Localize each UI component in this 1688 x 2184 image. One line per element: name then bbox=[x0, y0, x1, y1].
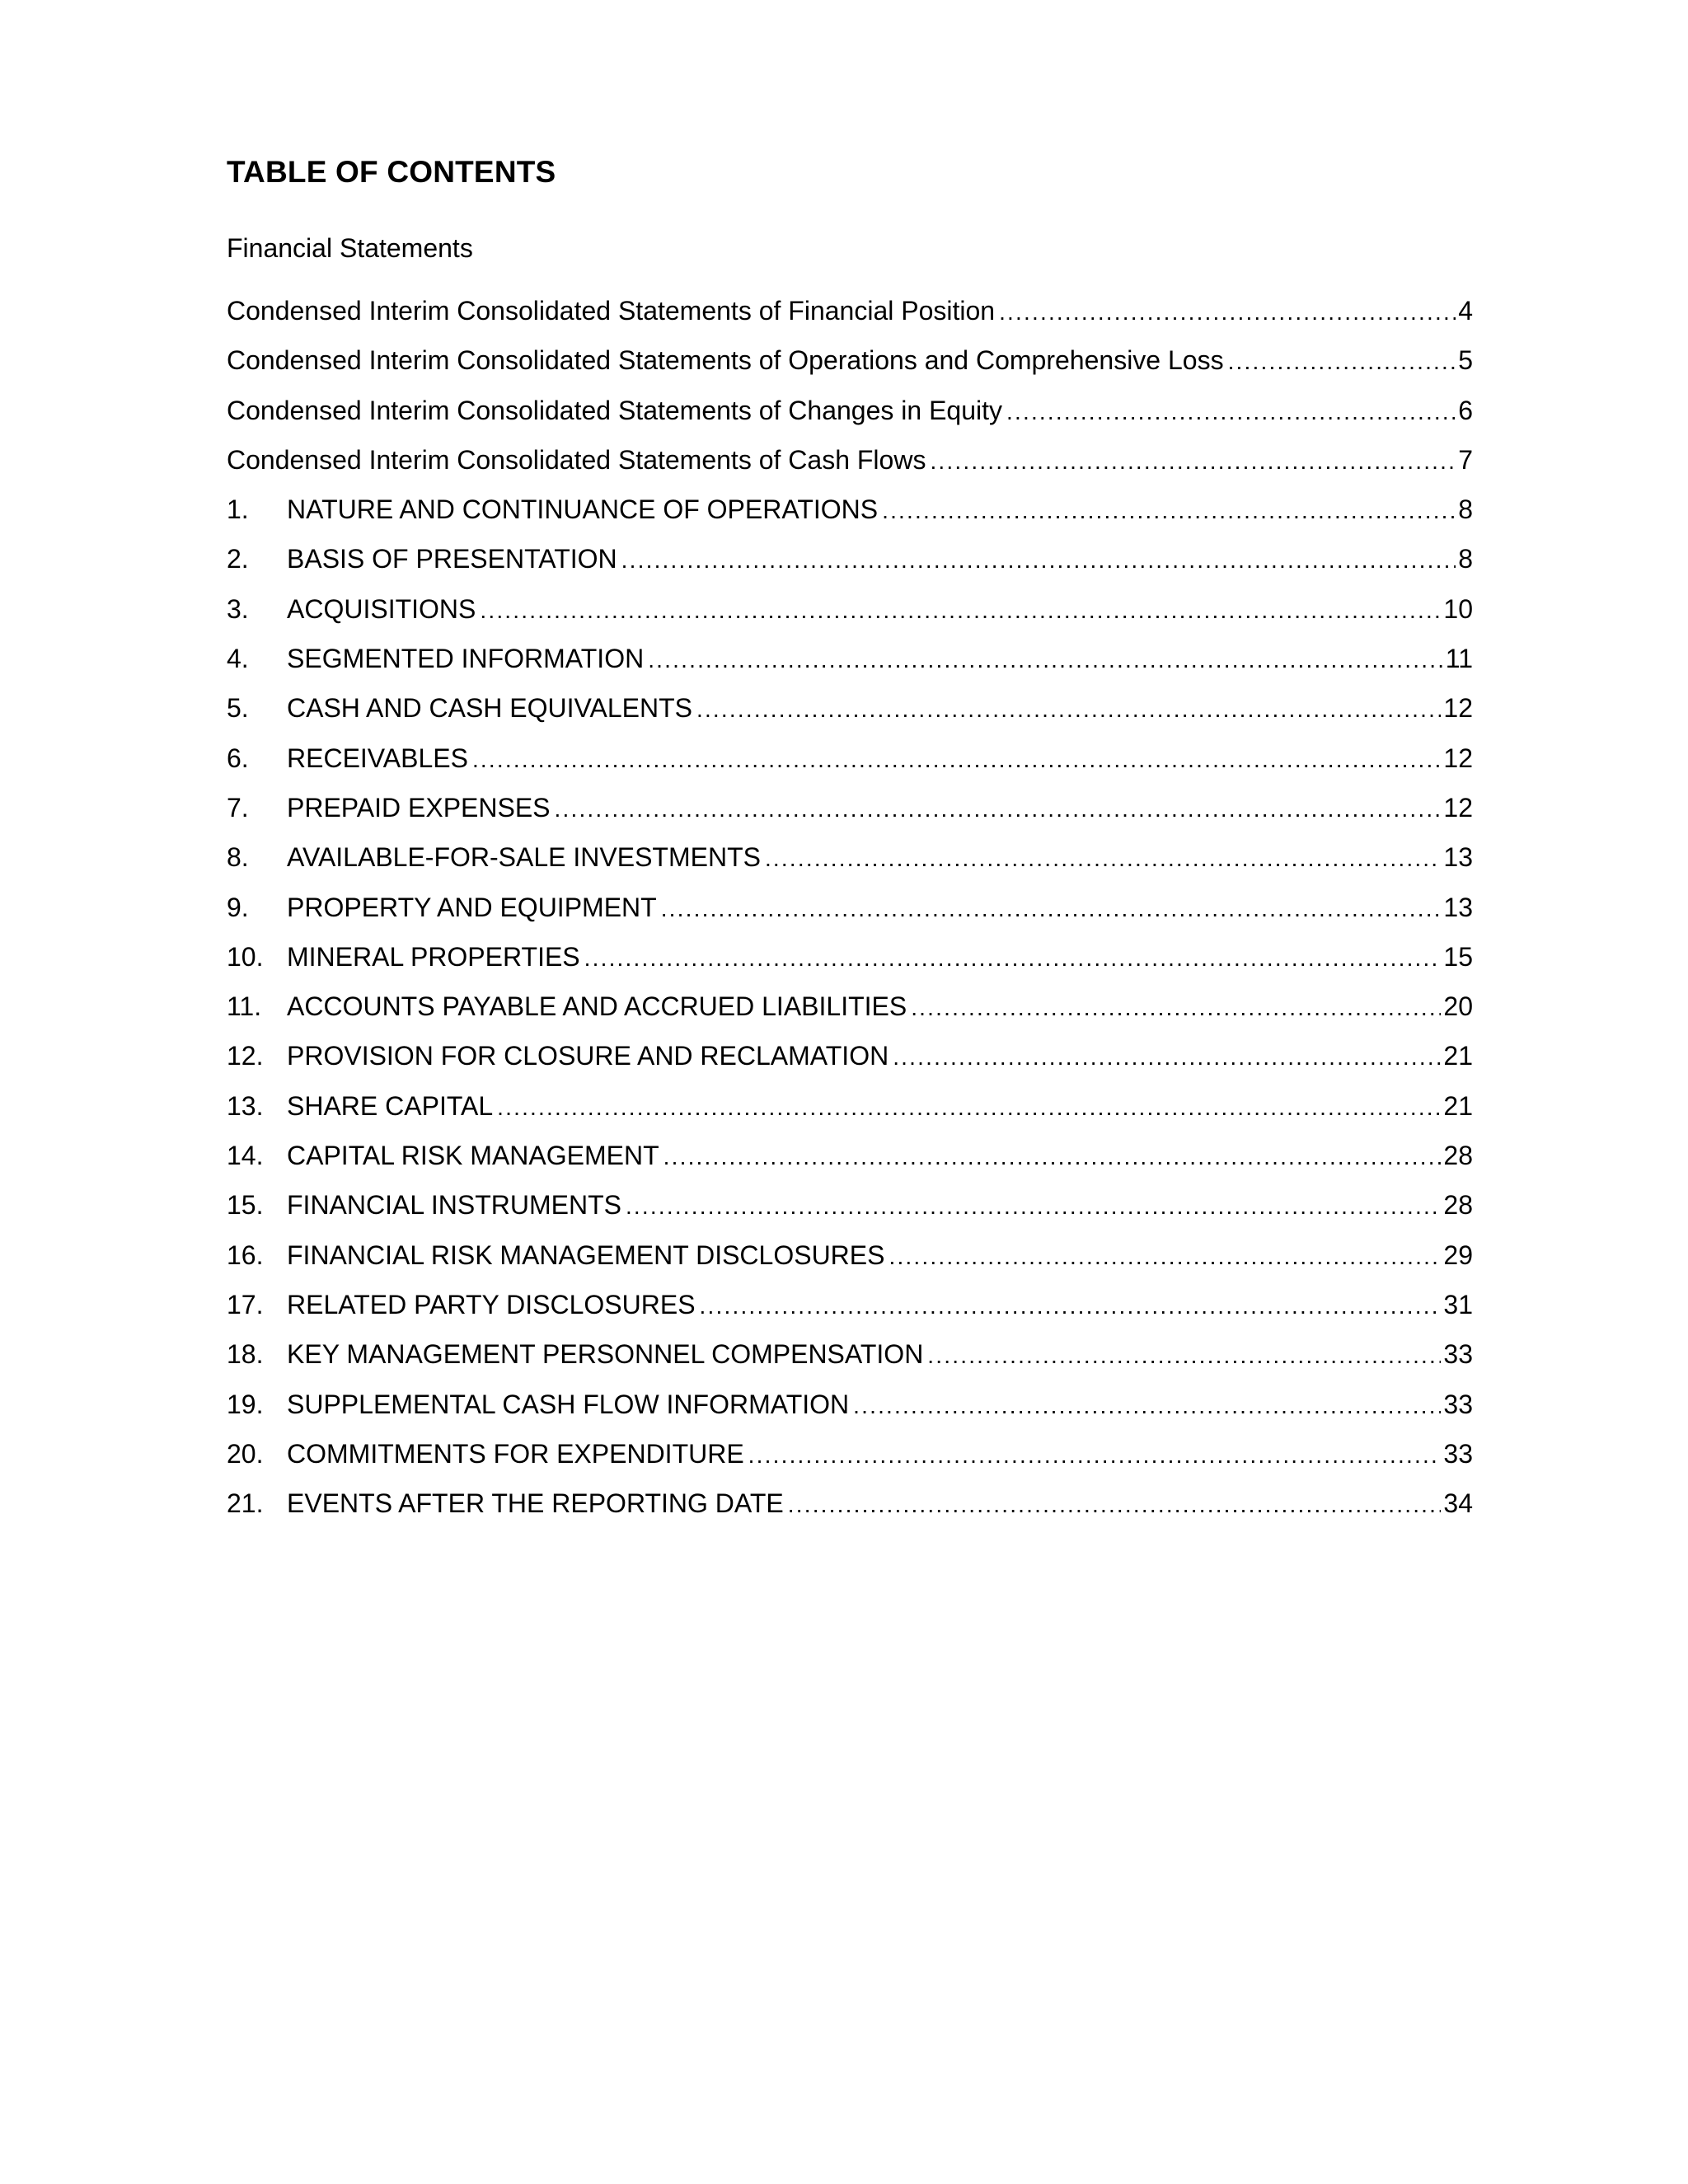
toc-entry[interactable] bbox=[227, 344, 1473, 393]
toc-entry-number: 7. bbox=[227, 792, 249, 823]
toc-dot-leader bbox=[626, 1190, 1441, 1223]
toc-entry-number: 19. bbox=[227, 1389, 264, 1419]
toc-entry[interactable] bbox=[227, 542, 1473, 592]
toc-list bbox=[227, 294, 1473, 1536]
toc-entry[interactable] bbox=[227, 1338, 1473, 1387]
toc-entry-page-number: 13 bbox=[1443, 892, 1473, 922]
toc-entry[interactable] bbox=[227, 1437, 1473, 1487]
toc-dot-leader bbox=[696, 693, 1441, 726]
toc-entry-label: PREPAID EXPENSES bbox=[287, 792, 551, 823]
toc-entry-number: 3. bbox=[227, 593, 249, 624]
section-subtitle: Financial Statements bbox=[227, 233, 473, 263]
toc-dot-leader bbox=[748, 1439, 1442, 1472]
toc-entry-page-number: 34 bbox=[1443, 1488, 1473, 1519]
toc-entry-label: PROPERTY AND EQUIPMENT bbox=[287, 892, 657, 922]
toc-dot-leader bbox=[661, 893, 1442, 926]
toc-entry-page-number: 33 bbox=[1443, 1339, 1473, 1370]
toc-entry-label: RECEIVABLES bbox=[287, 743, 468, 773]
toc-entry[interactable] bbox=[227, 1487, 1473, 1536]
toc-dot-leader bbox=[893, 1041, 1441, 1074]
toc-entry-page-number: 8 bbox=[1458, 494, 1473, 525]
toc-dot-leader bbox=[584, 942, 1442, 975]
toc-entry[interactable] bbox=[227, 891, 1473, 940]
toc-entry-page-number: 31 bbox=[1443, 1289, 1473, 1319]
toc-dot-leader bbox=[999, 296, 1456, 329]
toc-entry-number: 21. bbox=[227, 1488, 264, 1519]
toc-dot-leader bbox=[1228, 345, 1456, 378]
toc-entry[interactable] bbox=[227, 841, 1473, 890]
toc-entry-page-number: 4 bbox=[1458, 296, 1473, 326]
toc-entry-page-number: 13 bbox=[1443, 842, 1473, 873]
toc-entry-number: 2. bbox=[227, 544, 249, 574]
toc-dot-leader bbox=[882, 494, 1456, 527]
toc-entry-page-number: 12 bbox=[1443, 792, 1473, 823]
toc-entry[interactable] bbox=[227, 940, 1473, 990]
toc-entry[interactable] bbox=[227, 1139, 1473, 1188]
toc-entry-page-number: 28 bbox=[1443, 1190, 1473, 1221]
toc-entry-page-number: 33 bbox=[1443, 1438, 1473, 1469]
toc-entry-label: AVAILABLE-FOR-SALE INVESTMENTS bbox=[287, 842, 761, 873]
toc-dot-leader bbox=[927, 1339, 1441, 1372]
toc-entry[interactable] bbox=[227, 791, 1473, 841]
toc-entry-number: 16. bbox=[227, 1240, 264, 1270]
toc-entry-label: RELATED PARTY DISCLOSURES bbox=[287, 1289, 696, 1319]
toc-entry-label: FINANCIAL INSTRUMENTS bbox=[287, 1190, 621, 1221]
toc-entry-page-number: 15 bbox=[1443, 941, 1473, 972]
toc-entry-number: 6. bbox=[227, 743, 249, 773]
toc-entry-page-number: 11 bbox=[1445, 644, 1473, 674]
toc-entry-number: 12. bbox=[227, 1041, 264, 1071]
page-title: TABLE OF CONTENTS bbox=[227, 155, 556, 189]
toc-entry[interactable] bbox=[227, 593, 1473, 642]
toc-entry-label: Condensed Interim Consolidated Statements of Cash Flows bbox=[227, 444, 926, 475]
toc-dot-leader bbox=[889, 1240, 1441, 1273]
toc-dot-leader bbox=[497, 1091, 1441, 1124]
toc-dot-leader bbox=[911, 991, 1441, 1024]
toc-entry[interactable] bbox=[227, 990, 1473, 1039]
toc-entry-label: NATURE AND CONTINUANCE OF OPERATIONS bbox=[287, 494, 879, 525]
toc-entry-label: CAPITAL RISK MANAGEMENT bbox=[287, 1141, 659, 1171]
toc-entry-page-number: 12 bbox=[1443, 743, 1473, 773]
toc-dot-leader bbox=[765, 842, 1441, 875]
toc-entry-label: PROVISION FOR CLOSURE AND RECLAMATION bbox=[287, 1041, 889, 1071]
toc-entry-label: CASH AND CASH EQUIVALENTS bbox=[287, 693, 692, 724]
toc-entry[interactable] bbox=[227, 493, 1473, 542]
toc-entry[interactable] bbox=[227, 642, 1473, 691]
toc-entry-number: 9. bbox=[227, 892, 249, 922]
toc-entry[interactable] bbox=[227, 1388, 1473, 1437]
toc-entry-label: COMMITMENTS FOR EXPENDITURE bbox=[287, 1438, 744, 1469]
toc-dot-leader bbox=[930, 445, 1456, 478]
toc-dot-leader bbox=[788, 1488, 1442, 1521]
toc-entry-page-number: 6 bbox=[1458, 395, 1473, 425]
toc-entry-page-number: 21 bbox=[1443, 1041, 1473, 1071]
toc-entry-page-number: 29 bbox=[1443, 1240, 1473, 1270]
toc-entry-label: Condensed Interim Consolidated Statements of Changes in Equity bbox=[227, 395, 1002, 425]
toc-entry-label: MINERAL PROPERTIES bbox=[287, 941, 580, 972]
toc-entry-number: 15. bbox=[227, 1190, 264, 1221]
toc-entry[interactable] bbox=[227, 1239, 1473, 1288]
toc-dot-leader bbox=[480, 594, 1441, 627]
toc-entry-number: 17. bbox=[227, 1289, 264, 1319]
toc-entry-number: 4. bbox=[227, 644, 249, 674]
toc-entry-page-number: 7 bbox=[1458, 444, 1473, 475]
toc-entry[interactable] bbox=[227, 1188, 1473, 1238]
toc-entry[interactable] bbox=[227, 394, 1473, 443]
toc-entry[interactable] bbox=[227, 742, 1473, 791]
toc-entry-page-number: 21 bbox=[1443, 1090, 1473, 1121]
toc-dot-leader bbox=[1006, 396, 1456, 429]
toc-entry-number: 14. bbox=[227, 1141, 264, 1171]
toc-entry-number: 20. bbox=[227, 1438, 264, 1469]
toc-entry-label: SEGMENTED INFORMATION bbox=[287, 644, 645, 674]
toc-entry-number: 18. bbox=[227, 1339, 264, 1370]
toc-entry-page-number: 10 bbox=[1443, 593, 1473, 624]
toc-entry-label: ACQUISITIONS bbox=[287, 593, 476, 624]
document-page bbox=[227, 0, 1473, 2184]
toc-entry-page-number: 8 bbox=[1458, 544, 1473, 574]
toc-entry[interactable] bbox=[227, 294, 1473, 344]
toc-entry-number: 1. bbox=[227, 494, 249, 525]
toc-entry-number: 8. bbox=[227, 842, 249, 873]
toc-entry-label: ACCOUNTS PAYABLE AND ACCRUED LIABILITIES bbox=[287, 991, 907, 1022]
toc-entry-label: BASIS OF PRESENTATION bbox=[287, 544, 617, 574]
toc-entry[interactable] bbox=[227, 1039, 1473, 1089]
toc-entry[interactable] bbox=[227, 691, 1473, 741]
toc-entry-page-number: 5 bbox=[1458, 345, 1473, 376]
toc-entry-number: 11. bbox=[227, 991, 262, 1022]
toc-entry-label: KEY MANAGEMENT PERSONNEL COMPENSATION bbox=[287, 1339, 924, 1370]
toc-dot-leader bbox=[648, 644, 1443, 677]
toc-dot-leader bbox=[663, 1141, 1442, 1174]
toc-dot-leader bbox=[555, 793, 1442, 826]
toc-dot-leader bbox=[621, 544, 1456, 577]
toc-entry-number: 5. bbox=[227, 693, 249, 724]
toc-entry-page-number: 28 bbox=[1443, 1141, 1473, 1171]
toc-entry-number: 13. bbox=[227, 1090, 264, 1121]
toc-entry-page-number: 12 bbox=[1443, 693, 1473, 724]
toc-entry-label: Condensed Interim Consolidated Statements of Financial Position bbox=[227, 296, 996, 326]
toc-entry-label: EVENTS AFTER THE REPORTING DATE bbox=[287, 1488, 784, 1519]
toc-entry-label: SHARE CAPITAL bbox=[287, 1090, 494, 1121]
toc-entry-number: 10. bbox=[227, 941, 264, 972]
toc-entry-label: SUPPLEMENTAL CASH FLOW INFORMATION bbox=[287, 1389, 850, 1419]
toc-entry-label: FINANCIAL RISK MANAGEMENT DISCLOSURES bbox=[287, 1240, 885, 1270]
toc-dot-leader bbox=[472, 743, 1441, 776]
toc-entry-page-number: 20 bbox=[1443, 991, 1473, 1022]
toc-entry-label: Condensed Interim Consolidated Statements of Operations and Comprehensive Loss bbox=[227, 345, 1224, 376]
toc-dot-leader bbox=[853, 1390, 1441, 1422]
toc-entry[interactable] bbox=[227, 1288, 1473, 1338]
toc-entry[interactable] bbox=[227, 443, 1473, 493]
toc-dot-leader bbox=[700, 1290, 1442, 1323]
toc-entry[interactable] bbox=[227, 1090, 1473, 1139]
toc-entry-page-number: 33 bbox=[1443, 1389, 1473, 1419]
